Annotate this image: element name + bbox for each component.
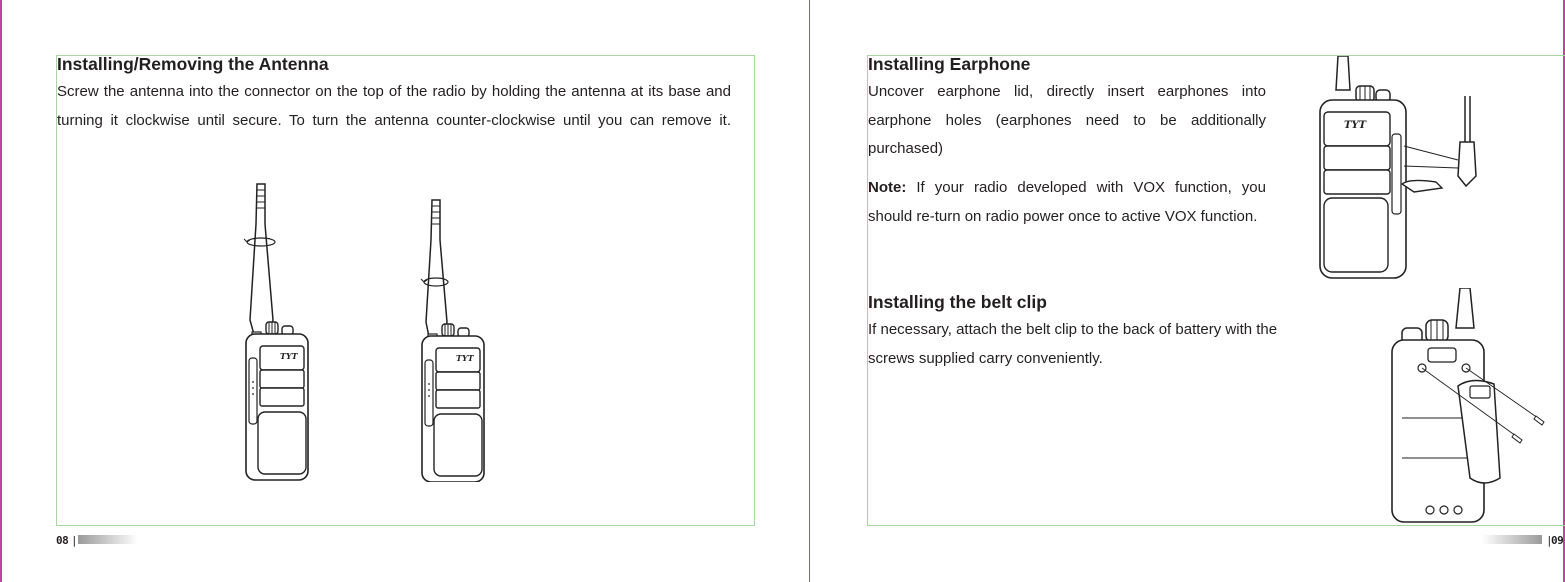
right-page-number-separator: | [1546, 534, 1553, 547]
left-page-number: 08 [56, 534, 69, 547]
belt-clip-instructions: If necessary, attach the belt clip to the back of battery with the screws supplied carry conveniently. [868, 321, 1278, 367]
right-page-number: 09 [1551, 534, 1564, 547]
antenna-instructions: Screw the antenna into the connector on the top of the radio by holding the antenna at its base and turning it clockwise until secure. To turn the antenna counter-clockwise until you can remove it. [57, 83, 731, 129]
earphone-illustration [1310, 56, 1490, 286]
belt-clip-section-title: Installing the belt clip [868, 292, 1047, 312]
vox-note-label: Note: [868, 179, 907, 196]
antenna-install-illustration [228, 180, 328, 482]
left-page-number-separator: | [71, 534, 78, 547]
earphone-instructions: Uncover earphone lid, directly insert earphones into earphone holes (earphones need to be additionally purchased) [868, 83, 1266, 157]
belt-clip-illustration [1388, 288, 1558, 528]
left-page-number-bar [78, 535, 138, 544]
svg-text:TYT: TYT [1344, 120, 1367, 131]
left-page-edge [0, 0, 2, 582]
antenna-installed-illustration [404, 196, 504, 482]
spread-fold-line [809, 0, 810, 582]
antenna-section-title: Installing/Removing the Antenna [57, 54, 329, 74]
vox-note [868, 174, 1266, 231]
earphone-section-title: Installing Earphone [868, 54, 1031, 74]
right-page-number-bar [1482, 535, 1542, 544]
vox-note-text: If your radio developed with VOX function, you should re-turn on radio power once to active VOX function. [868, 179, 1266, 225]
